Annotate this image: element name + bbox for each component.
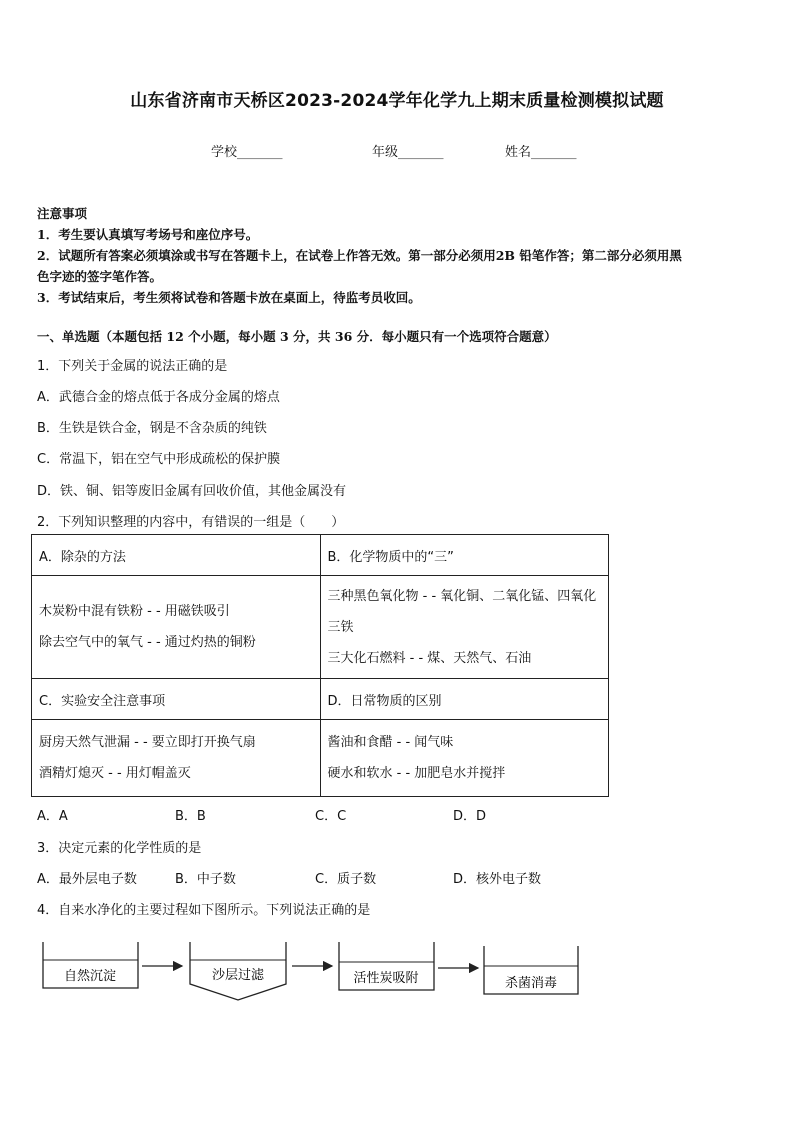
table-line: 三大化石燃料 - - 煤、天然气、石油 [327, 650, 532, 666]
q1-option-d: D．铁、铜、铝等废旧金属有回收价值，其他金属没有 [37, 484, 347, 499]
page-title: 山东省济南市天桥区2023-2024学年化学九上期末质量检测模拟试题 [130, 91, 664, 111]
q2-option-b: B．B [175, 809, 206, 824]
table-line: 木炭粉中混有铁粉 - - 用磁铁吸引 [39, 604, 230, 619]
notes-heading: 注意事项 [37, 206, 88, 221]
table-cell-b-body [320, 576, 609, 679]
q1-option-b: B．生铁是铁合金，钢是不含杂质的纯铁 [37, 421, 267, 436]
q2-knowledge-table [31, 534, 609, 797]
table-cell-b-head: B．化学物质中的“三” [320, 535, 609, 576]
note-item: 色字迹的签字笔作答。 [37, 269, 163, 284]
section-heading [37, 327, 557, 345]
note-item: 3．考试结束后，考生须将试卷和答题卡放在桌面上，待监考员收回。 [37, 290, 421, 305]
table-line: 硬水和软水 - - 加肥皂水并搅拌 [327, 766, 506, 781]
section-desc: （本题包括 12 个小题，每小题 3 分，共 36 分．每小题只有一个选项符合题意） [99, 329, 557, 344]
grade-field: 年级_______ [372, 145, 444, 160]
flow-step-3: 活性炭吸附 [353, 971, 419, 986]
q2-option-c: C．C [315, 809, 347, 824]
table-line: 酒精灯熄灭 - - 用灯帽盖灭 [39, 766, 191, 781]
table-line: 厨房天然气泄漏 - - 要立即打开换气扇 [39, 735, 256, 750]
school-field: 学校_______ [211, 145, 283, 160]
flow-step-4: 杀菌消毒 [504, 976, 558, 991]
q3-stem: 3．决定元素的化学性质的是 [37, 841, 202, 856]
q3-option-d: D．核外电子数 [453, 872, 542, 887]
q2-stem: 2．下列知识整理的内容中，有错误的一组是（ ） [37, 515, 345, 530]
note-item: 2．试题所有答案必须填涂或书写在答题卡上，在试卷上作答无效。第一部分必须用2B 铅笔作答；第二部分必须用黑 [37, 248, 682, 263]
q4-stem: 4．自来水净化的主要过程如下图所示。下列说法正确的是 [37, 903, 371, 918]
table-line: 酱油和食醋 - - 闻气味 [327, 735, 454, 750]
q2-option-a: A．A [37, 809, 68, 824]
table-cell-d-head: D．日常物质的区别 [320, 679, 609, 720]
note-item: 1．考生要认真填写考场号和座位序号。 [37, 227, 259, 242]
table-cell-a-body [32, 576, 321, 679]
q3-option-b: B．中子数 [175, 872, 236, 887]
table-line: 三铁 [327, 619, 354, 635]
table-line: 三种黑色氧化物 - - 氧化铜、二氧化锰、四氧化 [327, 588, 597, 604]
table-cell-c-head: C．实验安全注意事项 [32, 679, 321, 720]
notes-block [37, 203, 762, 308]
table-cell-d-body [320, 720, 609, 797]
flow-step-1: 自然沉淀 [63, 969, 117, 984]
q1-option-c: C．常温下，铝在空气中形成疏松的保护膜 [37, 452, 281, 467]
q1-option-a: A．武德合金的熔点低于各成分金属的熔点 [37, 390, 280, 405]
table-cell-c-body [32, 720, 321, 797]
q2-option-d: D．D [453, 809, 487, 824]
q3-option-a: A．最外层电子数 [37, 872, 137, 887]
table-line: 除去空气中的氧气 - - 通过灼热的铜粉 [39, 635, 256, 650]
water-purification-flow-diagram [38, 936, 583, 1008]
q3-option-c: C．质子数 [315, 872, 377, 887]
table-cell-a-head: A．除杂的方法 [32, 535, 321, 576]
section-lead: 一、单选题 [37, 329, 100, 344]
q1-stem: 1．下列关于金属的说法正确的是 [37, 359, 228, 374]
student-info-row [0, 141, 794, 159]
name-field: 姓名_______ [505, 145, 577, 160]
flow-step-2: 沙层过滤 [211, 968, 265, 983]
